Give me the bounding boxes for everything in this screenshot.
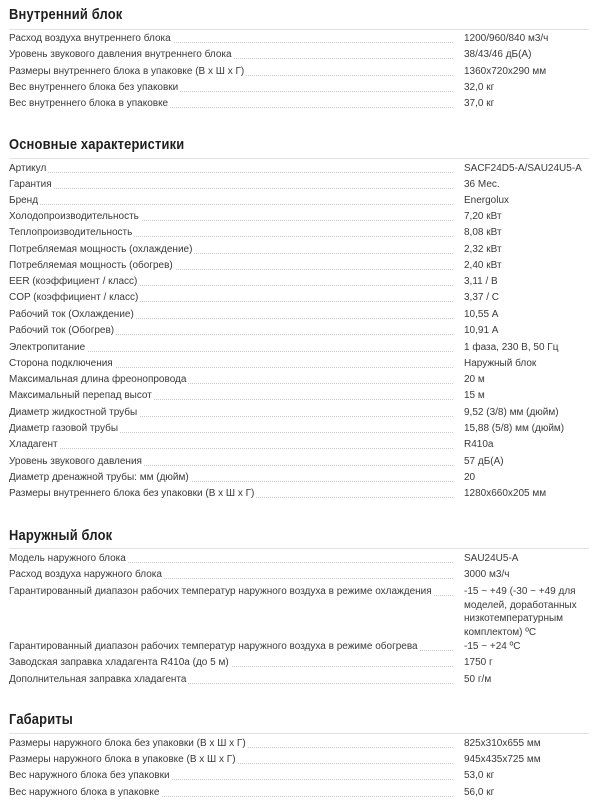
- spec-value: -15 ~ +49 (-30 ~ +49 для моделей, доработанных низкотемпературным комплектом) ºC: [464, 586, 577, 638]
- spec-label: Хладагент: [9, 439, 58, 450]
- spec-label: Гарантия: [9, 179, 52, 190]
- dotted-leader: [9, 172, 453, 173]
- spec-label: Теплопроизводительность: [9, 227, 133, 238]
- spec-value: 3000 м3/ч: [464, 569, 510, 580]
- spec-value: SACF24D5-A/SAU24U5-A: [464, 163, 582, 174]
- spec-label: Дополнительная заправка хладагента: [9, 674, 187, 685]
- spec-row: [9, 243, 589, 259]
- spec-value: 20: [464, 472, 476, 483]
- spec-row: [9, 568, 589, 584]
- spec-label: Бренд: [9, 195, 39, 206]
- spec-label: Размеры внутреннего блока в упаковке (В х Ш х Г): [9, 66, 245, 77]
- spec-row: [9, 487, 589, 503]
- spec-row: [9, 422, 589, 438]
- dotted-leader: [9, 448, 453, 449]
- spec-row: [9, 737, 589, 753]
- spec-row: [9, 324, 589, 340]
- spec-value: Наружный блок: [464, 358, 537, 369]
- section-title-outdoor-unit: Наружный блок: [9, 527, 113, 544]
- spec-label: Размеры внутреннего блока без упаковки (В х Ш х Г): [9, 488, 255, 499]
- spec-label: Электропитание: [9, 342, 86, 353]
- spec-label: Гарантированный диапазон рабочих температур наружного воздуха в режиме охлаждения: [9, 586, 432, 597]
- spec-row: [9, 585, 589, 638]
- spec-row: [9, 673, 589, 689]
- spec-value: 53,0 кг: [464, 770, 495, 781]
- spec-row: [9, 97, 589, 113]
- spec-value: 8,08 кВт: [464, 227, 502, 238]
- spec-row: [9, 471, 589, 487]
- spec-value: 825х310х655 мм: [464, 738, 541, 749]
- spec-value: 9,52 (3/8) мм (дюйм): [464, 407, 559, 418]
- spec-label: Вес внутреннего блока без упаковки: [9, 82, 179, 93]
- spec-value: 20 м: [464, 374, 485, 385]
- spec-label: Потребляемая мощность (обогрев): [9, 260, 173, 271]
- spec-row: [9, 406, 589, 422]
- spec-label: Диаметр жидкостной трубы: [9, 407, 138, 418]
- section-divider: [9, 29, 589, 30]
- spec-row: [9, 341, 589, 357]
- spec-value: SAU24U5-A: [464, 553, 519, 564]
- spec-value: 2,32 кВт: [464, 244, 502, 255]
- spec-row: [9, 656, 589, 672]
- spec-row: [9, 275, 589, 291]
- spec-row: [9, 81, 589, 97]
- spec-label: Рабочий ток (Обогрев): [9, 325, 115, 336]
- spec-row: [9, 373, 589, 389]
- spec-row: [9, 226, 589, 242]
- section-divider: [9, 733, 589, 734]
- spec-label: Размеры наружного блока в упаковке (В х Ш х Г): [9, 754, 236, 765]
- section-title-dimensions: Габариты: [9, 711, 73, 728]
- spec-value: 15 м: [464, 390, 485, 401]
- spec-value: R410a: [464, 439, 494, 450]
- spec-row: [9, 753, 589, 769]
- spec-label: Уровень звукового давления внутреннего блока: [9, 49, 232, 60]
- spec-row: [9, 291, 589, 307]
- spec-value: 7,20 кВт: [464, 211, 502, 222]
- dotted-leader: [9, 204, 453, 205]
- spec-value: 50 г/м: [464, 674, 492, 685]
- spec-row: [9, 640, 589, 656]
- spec-row: [9, 438, 589, 454]
- spec-value: 1280х660х205 мм: [464, 488, 547, 499]
- spec-value: 10,91 А: [464, 325, 499, 336]
- spec-value: 10,55 А: [464, 309, 499, 320]
- spec-row: [9, 389, 589, 405]
- spec-label: Вес наружного блока без упаковки: [9, 770, 170, 781]
- spec-value: 1 фаза, 230 В, 50 Гц: [464, 342, 559, 353]
- spec-label: Гарантированный диапазон рабочих температур наружного воздуха в режиме обогрева: [9, 641, 418, 652]
- spec-label: Модель наружного блока: [9, 553, 126, 564]
- spec-row: [9, 65, 589, 81]
- spec-row: [9, 357, 589, 373]
- spec-value: 1360х720х290 мм: [464, 66, 547, 77]
- spec-label: Сторона подключения: [9, 358, 113, 369]
- spec-value: 57 дБ(А): [464, 456, 504, 467]
- spec-value: 3,11 / B: [464, 276, 498, 287]
- spec-value: Energolux: [464, 195, 510, 206]
- spec-row: [9, 162, 589, 178]
- spec-row: [9, 32, 589, 48]
- spec-row: [9, 178, 589, 194]
- section-divider: [9, 158, 589, 159]
- spec-value: -15 ~ +24 ºC: [464, 641, 521, 652]
- spec-value: 32,0 кг: [464, 82, 495, 93]
- spec-label: Рабочий ток (Охлаждение): [9, 309, 134, 320]
- spec-value: 56,0 кг: [464, 787, 495, 798]
- spec-label: Заводская заправка хладагента R410a (до 5 м): [9, 657, 229, 668]
- spec-value: 36 Мес.: [464, 179, 500, 190]
- section-title-indoor-unit: Внутренний блок: [9, 6, 123, 23]
- dotted-leader: [9, 188, 453, 189]
- spec-label: Вес наружного блока в упаковке: [9, 787, 160, 798]
- spec-value: 1750 г: [464, 657, 493, 668]
- spec-label: Холодопроизводительность: [9, 211, 139, 222]
- section-title-main-specs: Основные характеристики: [9, 136, 185, 153]
- spec-label: Максимальная длина фреонопровода: [9, 374, 187, 385]
- spec-row: [9, 769, 589, 785]
- spec-row: [9, 210, 589, 226]
- spec-value: 15,88 (5/8) мм (дюйм): [464, 423, 565, 434]
- spec-label: COP (коэффициент / класс): [9, 292, 139, 303]
- spec-label: EER (коэффициент / класс): [9, 276, 138, 287]
- spec-value: 3,37 / C: [464, 292, 500, 303]
- spec-row: [9, 48, 589, 64]
- spec-value: 2,40 кВт: [464, 260, 502, 271]
- spec-label: Размеры наружного блока без упаковки (В х Ш х Г): [9, 738, 246, 749]
- spec-row: [9, 786, 589, 802]
- spec-value: 38/43/46 дБ(А): [464, 49, 532, 60]
- section-divider: [9, 548, 589, 549]
- spec-label: Уровень звукового давления: [9, 456, 142, 467]
- spec-label: Расход воздуха наружного блока: [9, 569, 162, 580]
- spec-row: [9, 308, 589, 324]
- spec-label: Артикул: [9, 163, 47, 174]
- spec-row: [9, 455, 589, 471]
- spec-label: Потребляемая мощность (охлаждение): [9, 244, 193, 255]
- spec-value: 945х435х725 мм: [464, 754, 541, 765]
- spec-label: Диаметр газовой трубы: [9, 423, 119, 434]
- spec-value: 37,0 кг: [464, 98, 495, 109]
- spec-row: [9, 194, 589, 210]
- spec-label: Максимальный перепад высот: [9, 390, 152, 401]
- spec-row: [9, 552, 589, 568]
- spec-label: Расход воздуха внутреннего блока: [9, 33, 171, 44]
- spec-label: Вес внутреннего блока в упаковке: [9, 98, 169, 109]
- spec-label: Диаметр дренажной трубы: мм (дюйм): [9, 472, 189, 483]
- spec-row: [9, 259, 589, 275]
- spec-value: 1200/960/840 м3/ч: [464, 33, 549, 44]
